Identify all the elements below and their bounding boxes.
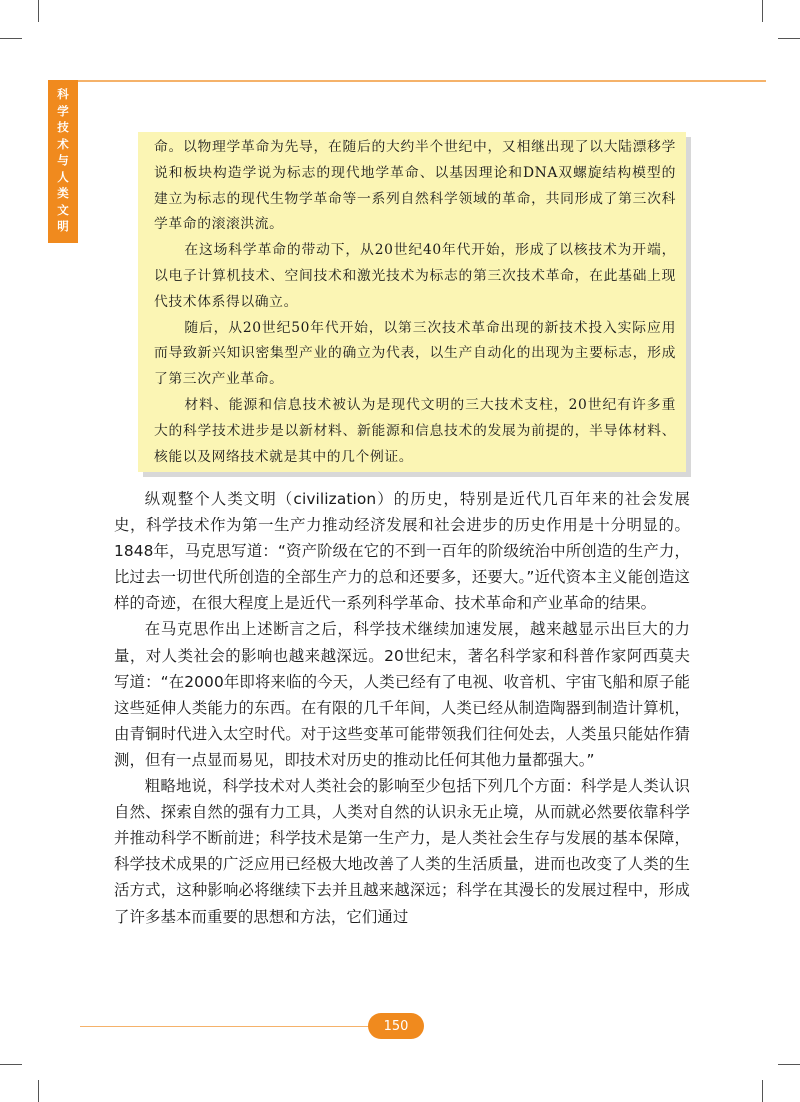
crop-mark xyxy=(0,38,22,39)
crop-mark xyxy=(0,1064,22,1065)
body-paragraph: 粗略地说，科学技术对人类社会的影响至少包括下列几个方面：科学是人类认识自然、探索自然的强有力工具，人类对自然的认识永无止境，从而就必然要依靠科学并推动科学不断前进；科学技术是第一生产力，是人类社会生存与发展的基本保障，科学技术成果的广泛应用已经极大地改善了人类的生活质量，进而也改变了人类的生活方式，这种影响必将继续下去并且越来越深远；科学在其漫长的发展过程中，形成了许多基本而重要的思想和方法，它们通过 xyxy=(114,777,690,926)
box-paragraph: 随后，从20世纪50年代开始，以第三次技术革命出现的新技术投入实际应用而导致新兴知识密集型产业的确立为代表，以生产自动化的出现为主要标志，形成了第三次产业革命。 xyxy=(154,319,676,388)
sidebar-char: 与 xyxy=(57,153,69,167)
box-paragraph: 材料、能源和信息技术被认为是现代文明的三大技术支柱，20世纪有许多重大的科学技术进步是以新材料、新能源和信息技术的发展为前提的，半导体材料、核能以及网络技术就是其中的几个例证。 xyxy=(154,396,676,465)
chapter-sidebar-tab xyxy=(48,80,78,243)
footer-rule xyxy=(80,1026,370,1027)
sidebar-char: 科 xyxy=(57,87,69,101)
sidebar-char: 技 xyxy=(57,120,69,134)
crop-mark xyxy=(778,1064,800,1065)
chapter-sidebar-title xyxy=(48,86,78,235)
sidebar-char: 明 xyxy=(57,219,69,233)
page-number: 150 xyxy=(383,1018,409,1034)
reading-box xyxy=(138,132,686,472)
reading-box-text xyxy=(154,135,676,470)
header-rule xyxy=(78,80,766,82)
body-text xyxy=(114,486,690,930)
crop-mark xyxy=(38,1080,39,1102)
sidebar-char: 文 xyxy=(57,202,69,217)
sidebar-char: 类 xyxy=(57,186,69,200)
crop-mark xyxy=(778,38,800,39)
body-paragraph: 在马克思作出上述断言之后，科学技术继续加速发展，越来越显示出巨大的力量，对人类社会的影响也越来越深远。20世纪末，著名科学家和科普作家阿西莫夫写道：“在2000年即将来临的今天，人类已经有了电视、收音机、宇宙飞船和原子能这些延伸人类能力的东西。在有限的几千年间，人类已经从制造陶器到制造计算机，由青铜时代进入太空时代。对于这些变革可能带领我们往何处去，人类虽只能姑作猜测，但有一点显而易见，即技术对历史的推动比任何其他力量都强大。” xyxy=(114,620,690,769)
box-paragraph: 在这场科学革命的带动下，从20世纪40年代开始，形成了以核技术为开端，以电子计算机技术、空间技术和激光技术为标志的第三次技术革命，在此基础上现代技术体系得以确立。 xyxy=(154,242,676,310)
crop-mark xyxy=(762,0,763,22)
crop-mark xyxy=(762,1080,763,1102)
sidebar-char: 人 xyxy=(57,169,69,184)
body-paragraph: 纵观整个人类文明（civilization）的历史，特别是近代几百年来的社会发展史，科学技术作为第一生产力推动经济发展和社会进步的历史作用是十分明显的。1848年，马克思写道：“资产阶级在它的不到一百年的阶级统治中所创造的生产力，比过去一切世代所创造的全部生产力的总和还要多，还要大。”近代资本主义能创造这样的奇迹，在很大程度上是近代一系列科学革命、技术革命和产业革命的结果。 xyxy=(114,490,690,613)
sidebar-char: 学 xyxy=(57,103,69,118)
sidebar-char: 术 xyxy=(57,136,69,151)
box-paragraph: 命。以物理学革命为先导，在随后的大约半个世纪中，又相继出现了以大陆漂移学说和板块构造学说为标志的现代地学革命、以基因理论和DNA双螺旋结构模型的建立为标志的现代生物学革命等一系列自然科学领域的革命，共同形成了第三次科学革命的滚滚洪流。 xyxy=(154,139,676,233)
crop-mark xyxy=(38,0,39,22)
page-number-badge xyxy=(368,1013,424,1039)
